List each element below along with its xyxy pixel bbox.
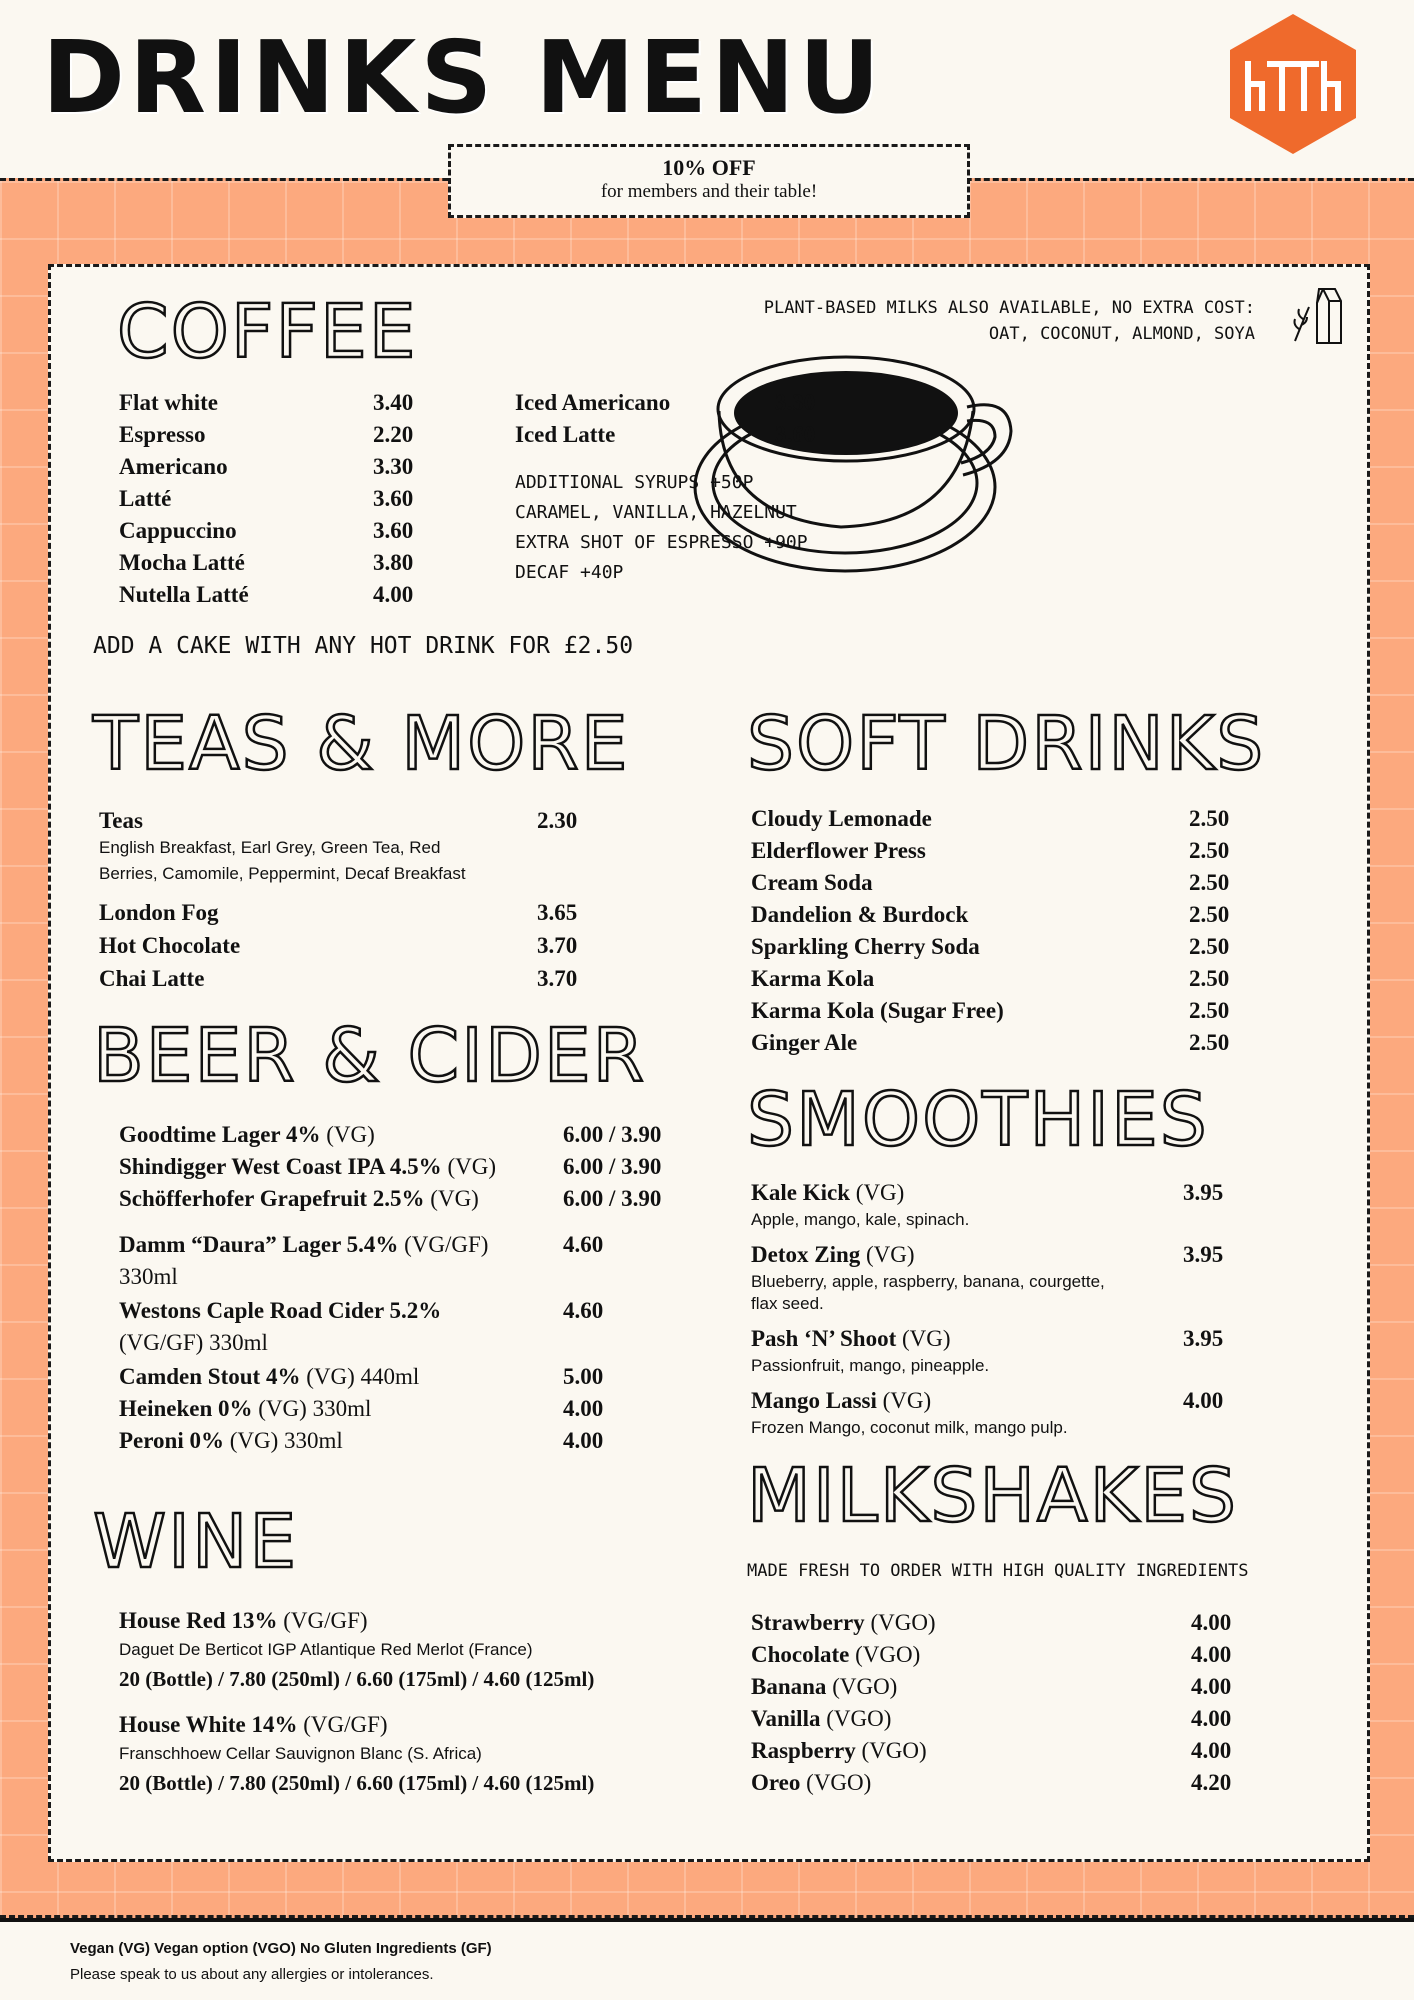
promo-box bbox=[448, 144, 970, 218]
tea-price: 3.65 bbox=[537, 900, 578, 925]
item-name: Vanilla bbox=[751, 1706, 821, 1731]
coffee-item bbox=[119, 419, 206, 451]
milkshake-item bbox=[751, 1639, 920, 1671]
item-name: Oreo bbox=[751, 1770, 801, 1795]
item-name: Elderflower Press bbox=[751, 838, 926, 863]
item-tag: (VGO) bbox=[826, 1674, 898, 1699]
item-name: Iced Latte bbox=[515, 422, 616, 447]
beer-price: 4.00 bbox=[563, 1396, 604, 1421]
item-name: Damm “Daura” Lager 5.4% bbox=[119, 1232, 399, 1257]
soft-drink-item bbox=[751, 803, 932, 835]
tea-item: Teas bbox=[99, 808, 143, 833]
item-name: Latté bbox=[119, 486, 172, 511]
milk-note bbox=[631, 295, 1331, 347]
wine-prices: 20 (Bottle) / 7.80 (250ml) / 6.60 (175ml) / 4.60 (125ml) bbox=[119, 1667, 595, 1691]
iced-price: 3.60 bbox=[775, 422, 816, 447]
beer-item bbox=[119, 1361, 419, 1393]
soft-drink-item bbox=[751, 931, 980, 963]
beer-item bbox=[119, 1119, 375, 1151]
item-tag: (VGO) bbox=[849, 1642, 921, 1667]
item-name: Mocha Latté bbox=[119, 550, 245, 575]
coffee-extra: EXTRA SHOT OF ESPRESSO +90P bbox=[515, 532, 808, 553]
item-name: Chocolate bbox=[751, 1642, 850, 1667]
milkshake-item bbox=[751, 1671, 897, 1703]
beer-price: 6.00 / 3.90 bbox=[563, 1186, 662, 1211]
milkshake-item bbox=[751, 1735, 927, 1767]
tea-item bbox=[99, 897, 219, 929]
item-name: Karma Kola bbox=[751, 966, 875, 991]
beer-price: 6.00 / 3.90 bbox=[563, 1154, 662, 1179]
smoothie-desc: Passionfruit, mango, pineapple. bbox=[751, 1356, 990, 1375]
coffee-price: 3.60 bbox=[373, 486, 414, 511]
item-name: Cappuccino bbox=[119, 518, 237, 543]
smoothie-price: 3.95 bbox=[1183, 1326, 1224, 1351]
coffee-item bbox=[119, 483, 171, 515]
milkshake-item bbox=[751, 1703, 891, 1735]
milkshake-price: 4.00 bbox=[1191, 1610, 1232, 1635]
item-tag: (VG) bbox=[896, 1326, 951, 1351]
cake-offer: ADD A CAKE WITH ANY HOT DRINK FOR £2.50 bbox=[93, 633, 634, 659]
coffee-price: 3.30 bbox=[373, 454, 414, 479]
item-name: Peroni 0% bbox=[119, 1428, 224, 1453]
coffee-item bbox=[119, 515, 237, 547]
coffee-title: COFFEE bbox=[117, 289, 418, 375]
tea-price: 3.70 bbox=[537, 933, 578, 958]
smoothie-item bbox=[751, 1385, 931, 1417]
coffee-price: 3.80 bbox=[373, 550, 414, 575]
item-name: Karma Kola (Sugar Free) bbox=[751, 998, 1004, 1023]
coffee-price: 3.60 bbox=[373, 518, 414, 543]
item-tag: (VG) bbox=[320, 1122, 375, 1147]
tea-item bbox=[99, 963, 204, 995]
item-name: Espresso bbox=[119, 422, 206, 447]
item-name: Dandelion & Burdock bbox=[751, 902, 969, 927]
beer-item bbox=[119, 1425, 343, 1457]
soft-drink-item bbox=[751, 867, 873, 899]
wine-item bbox=[119, 1709, 388, 1741]
coffee-extra: CARAMEL, VANILLA, HAZELNUT bbox=[515, 502, 797, 523]
item-name: Flat white bbox=[119, 390, 219, 415]
soft-drink-price: 2.50 bbox=[1189, 806, 1230, 831]
item-tag: (VG/GF) bbox=[277, 1608, 368, 1633]
teas-title: TEAS & MORE bbox=[93, 701, 630, 787]
tea-desc-1: English Breakfast, Earl Grey, Green Tea, Red bbox=[99, 838, 441, 857]
item-name: House Red 13% bbox=[119, 1608, 278, 1633]
item-tag: (VGO) bbox=[855, 1738, 927, 1763]
item-name: Chai Latte bbox=[99, 966, 205, 991]
milk-note-line-1: PLANT-BASED MILKS ALSO AVAILABLE, NO EXTRA COST: bbox=[763, 298, 1255, 318]
beer-price: 4.60 bbox=[563, 1232, 604, 1257]
milkshake-price: 4.00 bbox=[1191, 1642, 1232, 1667]
milkshake-price: 4.00 bbox=[1191, 1706, 1232, 1731]
soft-drink-price: 2.50 bbox=[1189, 870, 1230, 895]
item-name: Shindigger West Coast IPA 4.5% bbox=[119, 1154, 442, 1179]
item-name: Schöfferhofer Grapefruit 2.5% bbox=[119, 1186, 425, 1211]
item-name: Goodtime Lager 4% bbox=[119, 1122, 321, 1147]
item-tag: (VG) 330ml bbox=[223, 1428, 343, 1453]
iced-item bbox=[515, 387, 670, 419]
item-tag: (VG) bbox=[441, 1154, 496, 1179]
beer-price: 4.60 bbox=[563, 1298, 604, 1323]
item-name: Ginger Ale bbox=[751, 1030, 858, 1055]
item-name: Mango Lassi bbox=[751, 1388, 877, 1413]
tea-item bbox=[99, 930, 240, 962]
item-name: Iced Americano bbox=[515, 390, 671, 415]
beer-item-detail: 330ml bbox=[119, 1264, 178, 1289]
milkshake-item bbox=[751, 1607, 936, 1639]
item-tag: (VG) 440ml bbox=[300, 1364, 420, 1389]
coffee-price: 3.40 bbox=[373, 390, 414, 415]
soft-drink-item bbox=[751, 835, 926, 867]
iced-price: 3.30 bbox=[775, 390, 816, 415]
soft-drink-item bbox=[751, 963, 874, 995]
coffee-price: 4.00 bbox=[373, 582, 414, 607]
milk-carton-icon bbox=[1289, 281, 1347, 349]
smoothie-price: 4.00 bbox=[1183, 1388, 1224, 1413]
item-name: House White 14% bbox=[119, 1712, 298, 1737]
allergy-note: Please speak to us about any allergies or intolerances. bbox=[70, 1966, 434, 1983]
promo-subtext: for members and their table! bbox=[600, 181, 818, 202]
item-tag: (VG) bbox=[424, 1186, 479, 1211]
iced-item bbox=[515, 419, 615, 451]
coffee-item bbox=[119, 547, 245, 579]
beer-item bbox=[119, 1393, 371, 1425]
beer-price: 6.00 / 3.90 bbox=[563, 1122, 662, 1147]
dietary-legend: Vegan (VG) Vegan option (VGO) No Gluten Ingredients (GF) bbox=[70, 1940, 492, 1957]
item-name: Cream Soda bbox=[751, 870, 873, 895]
item-tag: (VGO) bbox=[864, 1610, 936, 1635]
beer-item bbox=[119, 1151, 496, 1183]
beer-item-detail: (VG/GF) 330ml bbox=[119, 1330, 268, 1355]
soft-drink-item bbox=[751, 899, 968, 931]
item-tag: (VGO) bbox=[820, 1706, 892, 1731]
milkshake-price: 4.20 bbox=[1191, 1770, 1232, 1795]
page-title: DRINKS MENU bbox=[42, 19, 884, 136]
smoothie-item bbox=[751, 1239, 915, 1271]
coffee-item bbox=[119, 387, 218, 419]
item-name: Nutella Latté bbox=[119, 582, 249, 607]
item-name: Raspberry bbox=[751, 1738, 856, 1763]
smoothie-desc: flax seed. bbox=[751, 1294, 824, 1313]
milkshakes-title: MILKSHAKES bbox=[747, 1453, 1238, 1539]
item-tag: (VG/GF) bbox=[297, 1712, 388, 1737]
tea-desc-2: Berries, Camomile, Peppermint, Decaf Breakfast bbox=[99, 864, 466, 883]
soft-drink-price: 2.50 bbox=[1189, 998, 1230, 1023]
item-name: Sparkling Cherry Soda bbox=[751, 934, 980, 959]
promo-headline: 10% OFF bbox=[662, 155, 756, 180]
item-tag: (VG) bbox=[850, 1180, 905, 1205]
smoothie-item bbox=[751, 1323, 951, 1355]
milkshake-price: 4.00 bbox=[1191, 1738, 1232, 1763]
coffee-extra: DECAF +40P bbox=[515, 562, 624, 583]
tea-price: 3.70 bbox=[537, 966, 578, 991]
item-tag: (VG) 330ml bbox=[252, 1396, 372, 1421]
item-name: Hot Chocolate bbox=[99, 933, 241, 958]
wine-desc: Daguet De Berticot IGP Atlantique Red Merlot (France) bbox=[119, 1640, 533, 1659]
smoothies-title: SMOOTHIES bbox=[747, 1077, 1209, 1163]
brand-logo bbox=[1226, 12, 1360, 156]
item-tag: (VG/GF) bbox=[398, 1232, 489, 1257]
milk-note-line-2: OAT, COCONUT, ALMOND, SOYA bbox=[988, 324, 1255, 344]
item-name: Detox Zing bbox=[751, 1242, 861, 1267]
beer-title: BEER & CIDER bbox=[93, 1013, 647, 1099]
smoothie-price: 3.95 bbox=[1183, 1180, 1224, 1205]
milkshake-item bbox=[751, 1767, 871, 1799]
soft-drinks-title: SOFT DRINKS bbox=[747, 701, 1266, 787]
beer-price: 5.00 bbox=[563, 1364, 604, 1389]
milkshakes-subtitle: MADE FRESH TO ORDER WITH HIGH QUALITY INGREDIENTS bbox=[747, 1561, 1249, 1581]
coffee-item bbox=[119, 451, 228, 483]
wine-prices: 20 (Bottle) / 7.80 (250ml) / 6.60 (175ml) / 4.60 (125ml) bbox=[119, 1771, 595, 1795]
soft-drink-item bbox=[751, 1027, 857, 1059]
coffee-extra: ADDITIONAL SYRUPS +50P bbox=[515, 472, 754, 493]
item-name: Strawberry bbox=[751, 1610, 865, 1635]
item-name: Banana bbox=[751, 1674, 827, 1699]
item-name: London Fog bbox=[99, 900, 219, 925]
item-name: Camden Stout 4% bbox=[119, 1364, 301, 1389]
wine-item bbox=[119, 1605, 368, 1637]
smoothie-desc: Blueberry, apple, raspberry, banana, courgette, bbox=[751, 1272, 1105, 1291]
beer-price: 4.00 bbox=[563, 1428, 604, 1453]
soft-drink-price: 2.50 bbox=[1189, 966, 1230, 991]
coffee-price: 2.20 bbox=[373, 422, 414, 447]
beer-item bbox=[119, 1295, 441, 1327]
beer-item bbox=[119, 1229, 488, 1261]
item-name: Heineken 0% bbox=[119, 1396, 253, 1421]
menu-panel bbox=[48, 264, 1370, 1862]
tea-price: 2.30 bbox=[537, 808, 578, 833]
wine-desc: Franschhoew Cellar Sauvignon Blanc (S. Africa) bbox=[119, 1744, 482, 1763]
soft-drink-price: 2.50 bbox=[1189, 934, 1230, 959]
milkshake-price: 4.00 bbox=[1191, 1674, 1232, 1699]
item-name: Pash ‘N’ Shoot bbox=[751, 1326, 897, 1351]
smoothie-price: 3.95 bbox=[1183, 1242, 1224, 1267]
item-tag: (VG) bbox=[860, 1242, 915, 1267]
item-name: Westons Caple Road Cider 5.2% bbox=[119, 1298, 442, 1323]
smoothie-desc: Apple, mango, kale, spinach. bbox=[751, 1210, 970, 1229]
smoothie-item bbox=[751, 1177, 904, 1209]
soft-drink-price: 2.50 bbox=[1189, 1030, 1230, 1055]
item-name: Kale Kick bbox=[751, 1180, 851, 1205]
wine-title: WINE bbox=[93, 1499, 299, 1585]
item-tag: (VG) bbox=[876, 1388, 932, 1413]
coffee-item bbox=[119, 579, 249, 611]
beer-item bbox=[119, 1183, 479, 1215]
soft-drink-price: 2.50 bbox=[1189, 838, 1230, 863]
item-tag: (VGO) bbox=[800, 1770, 872, 1795]
smoothie-desc: Frozen Mango, coconut milk, mango pulp. bbox=[751, 1418, 1068, 1437]
item-name: Americano bbox=[119, 454, 228, 479]
soft-drink-price: 2.50 bbox=[1189, 902, 1230, 927]
item-name: Cloudy Lemonade bbox=[751, 806, 932, 831]
divider bbox=[0, 1918, 1414, 1922]
soft-drink-item bbox=[751, 995, 1004, 1027]
